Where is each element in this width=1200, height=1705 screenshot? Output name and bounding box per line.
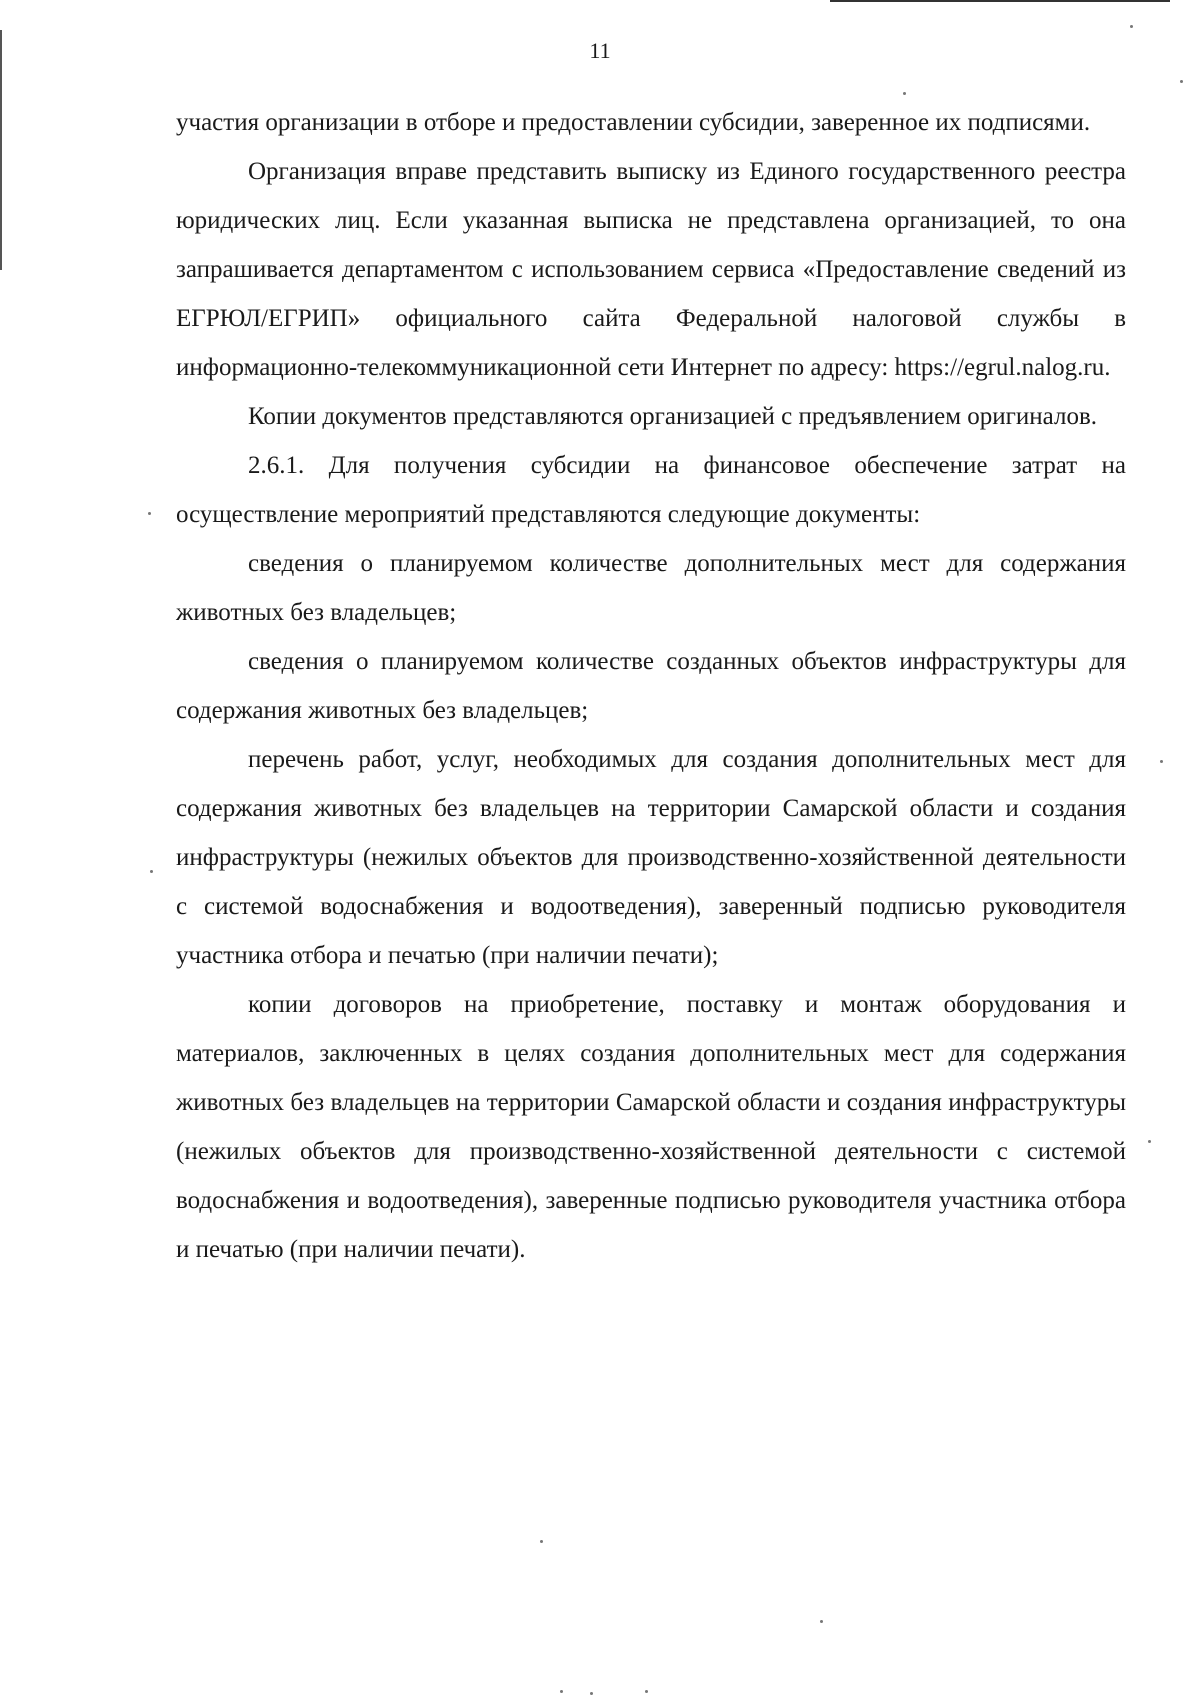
list-item-works-list: перечень работ, услуг, необходимых для создания дополнительных мест для содержания животных без владельцев на территории Самарской области и создания инфраструктуры (нежилых объектов для производственно-хозяйственной деятельности с системой водоснабжения и водоотведения), заверенный подписью руководителя участника отбора и печатью (при наличии печати); [176,746,1126,969]
paragraph-2-6-1: 2.6.1. Для получения субсидии на финансовое обеспечение затрат на осуществление мероприятий представляются следующие документы: [176,452,1126,528]
scan-speck [148,512,151,515]
scan-speck [540,1540,543,1543]
paragraph-copies: Копии документов представляются организацией с предъявлением оригиналов. [248,403,1098,430]
top-rule [830,0,1170,2]
scan-speck [150,870,153,873]
scan-speck [1130,25,1133,28]
scan-speck [1160,760,1163,763]
scan-speck [1148,1140,1151,1143]
scan-speck [820,1620,823,1623]
paragraph-egrul-extract: Организация вправе представить выписку из Единого государственного реестра юридических лиц. Если указанная выписка не представлена организацией, то она запрашивается департаментом с использованием сервиса «Предоставление сведений из ЕГРЮЛ/ЕГРИП» официального сайта Федеральной налоговой службы в информационно-телекоммуникационной сети Интернет по адресу: https://egrul.nalog.ru. [176,158,1126,381]
document-body [176,98,1126,1274]
scan-speck [590,1692,593,1695]
list-item-places-info: сведения о планируемом количестве дополнительных мест для содержания животных без владельцев; [176,550,1126,626]
list-item-contract-copies: копии договоров на приобретение, поставку и монтаж оборудования и материалов, заключенных в целях создания дополнительных мест для содержания животных без владельцев на территории Самарской области и создания инфраструктуры (нежилых объектов для производственно-хозяйственной деятельности с системой водоснабжения и водоотведения), заверенные подписью руководителя участника отбора и печатью (при наличии печати). [176,991,1126,1263]
page-number: 11 [589,38,611,63]
paragraph-continuation: участия организации в отборе и предоставлении субсидии, заверенное их подписями. [176,109,1091,136]
list-item-infrastructure-info: сведения о планируемом количестве созданных объектов инфраструктуры для содержания животных без владельцев; [176,648,1126,724]
scan-speck [645,1690,648,1693]
left-margin-mark [0,30,2,270]
scan-speck [903,92,906,95]
scan-speck [560,1690,563,1693]
scan-speck [1180,80,1183,83]
